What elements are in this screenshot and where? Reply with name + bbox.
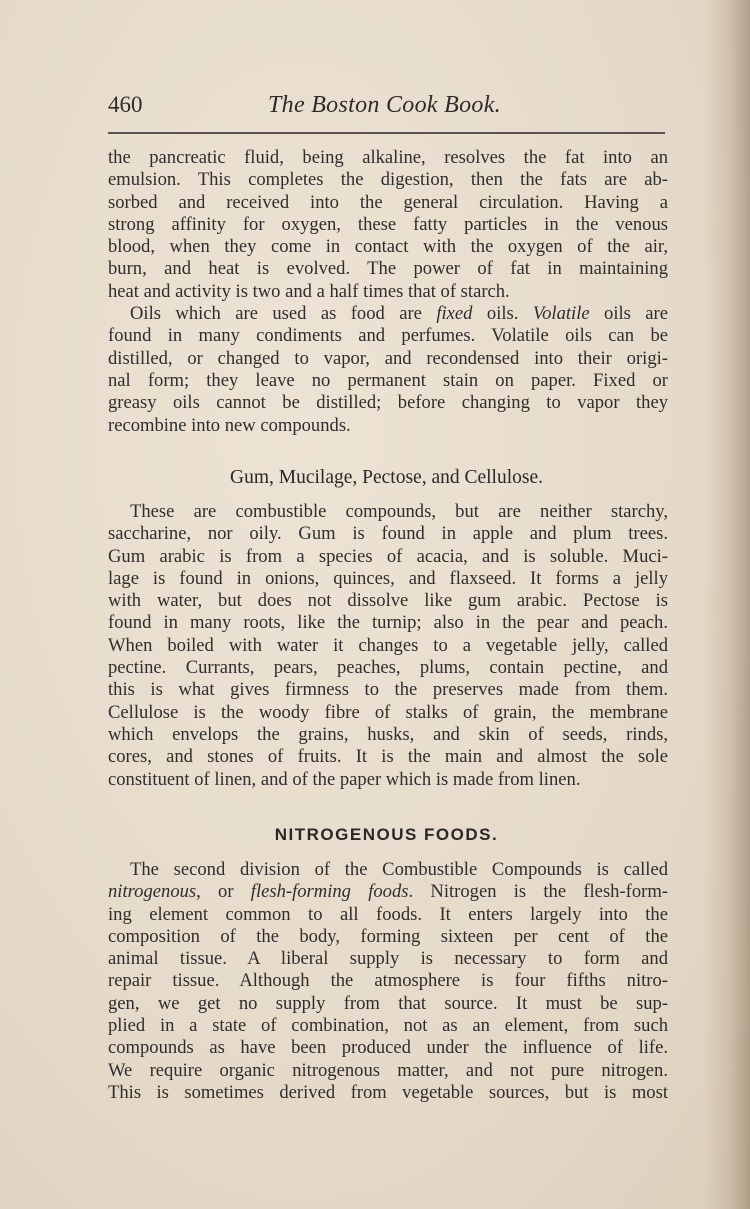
emphasis-nitrogenous: nitrogenous [108, 881, 197, 903]
text-line: strong affinity for oxygen, these fatty particles in the venous [108, 213, 668, 235]
text-line: pectine. Currants, pears, peaches, plums, contain pectine, and [108, 657, 668, 679]
text-line: gen, we get no supply from that source. It must be sup- [108, 992, 668, 1014]
text-line: found in many condiments and perfumes. Volatile oils can be [108, 325, 668, 347]
text-line: blood, when they come in contact with the oxygen of the air, [108, 236, 668, 258]
text-line: compounds as have been produced under the influence of life. [108, 1037, 668, 1059]
text-line: nitrogenous, or flesh-forming foods. Nitrogen is the flesh-form- [108, 881, 668, 903]
text-line: heat and activity is two and a half times that of starch. [108, 280, 510, 302]
gum-mucilage-text [108, 501, 668, 791]
text-line: We require organic nitrogenous matter, and not pure nitrogen. [108, 1059, 668, 1081]
text-line: emulsion. This completes the digestion, then the fats are ab- [108, 169, 668, 191]
text-line: When boiled with water it changes to a vegetable jelly, called [108, 634, 668, 656]
page-number: 460 [108, 92, 143, 117]
text-line: animal tissue. A liberal supply is necessary to form and [108, 948, 668, 970]
text-line: the pancreatic fluid, being alkaline, resolves the fat into an [108, 147, 668, 168]
book-title: The Boston Cook Book. [268, 92, 501, 118]
emphasis-volatile: Volatile [532, 303, 590, 325]
text-line: constituent of linen, and of the paper which is made from linen. [108, 768, 581, 790]
text-line: distilled, or changed to vapor, and recondensed into their origi- [108, 347, 668, 369]
text-line: this is what gives firmness to the preserves made from them. [108, 679, 668, 701]
text-line: composition of the body, forming sixteen per cent of the [108, 925, 668, 947]
fat-digestion-text [108, 147, 668, 437]
header-rule [108, 132, 665, 134]
text-line: plied in a state of combination, not as an element, from such [108, 1015, 668, 1037]
text-line: greasy oils cannot be distilled; before changing to vapor they [108, 392, 668, 414]
text-line: This is sometimes derived from vegetable sources, but is most [108, 1081, 668, 1103]
running-head [108, 92, 665, 126]
text-line: Oils which are used as food are fixed oils. Volatile oils are [130, 303, 669, 325]
text-line: which envelops the grains, husks, and skin of seeds, rinds, [108, 723, 668, 745]
text-line: recombine into new compounds. [108, 414, 351, 436]
emphasis-flesh-forming: flesh-forming foods [250, 881, 409, 903]
nitrogenous-foods-text [108, 859, 668, 1104]
text-line: ing element common to all foods. It enters largely into the [108, 903, 668, 925]
text-line: nal form; they leave no permanent stain on paper. Fixed or [108, 369, 668, 391]
text-line: Gum arabic is from a species of acacia, and is soluble. Muci- [108, 545, 668, 567]
text-line: with water, but does not dissolve like gum arabic. Pectose is [108, 590, 668, 612]
emphasis-fixed: fixed [436, 303, 473, 325]
text-line: Cellulose is the woody fibre of stalks of grain, the membrane [108, 701, 668, 723]
section-heading-nitrogenous: NITROGENOUS FOODS. [274, 825, 499, 844]
text-line: saccharine, nor oily. Gum is found in apple and plum trees. [108, 523, 668, 545]
text-line: found in many roots, like the turnip; also in the pear and peach. [108, 612, 668, 634]
text-line: repair tissue. Although the atmosphere is four fifths nitro- [108, 970, 668, 992]
text-line: These are combustible compounds, but are neither starchy, [130, 501, 668, 522]
text-line: lage is found in onions, quinces, and flaxseed. It forms a jelly [108, 567, 668, 589]
text-line: sorbed and received into the general circulation. Having a [108, 191, 668, 213]
section-heading-gum: Gum, Mucilage, Pectose, and Cellulose. [229, 467, 544, 488]
text-line: cores, and stones of fruits. It is the main and almost the sole [108, 746, 668, 768]
text-line: The second division of the Combustible Compounds is called [130, 859, 668, 880]
text-line: burn, and heat is evolved. The power of fat in maintaining [108, 258, 668, 280]
page-edge-shadow [704, 0, 750, 1209]
